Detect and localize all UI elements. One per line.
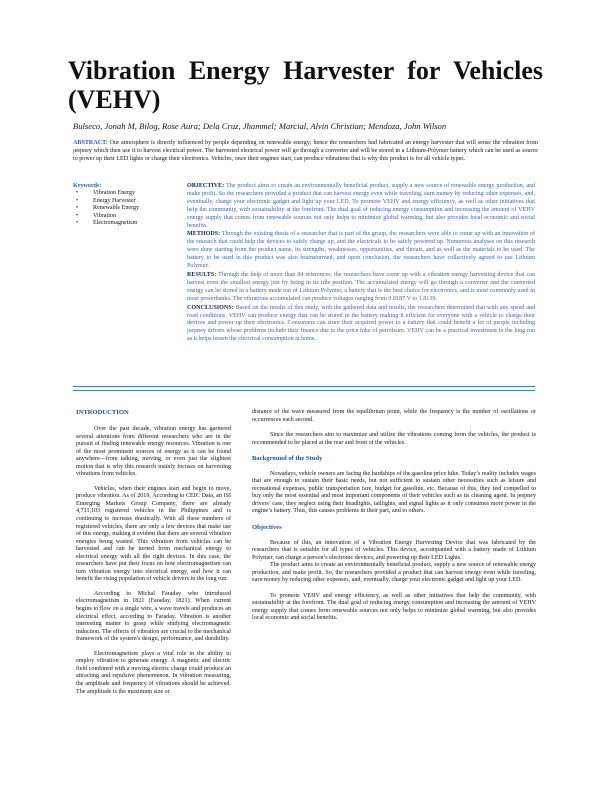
intro-paragraph: Electromagnetism plays a vital role in the ability to employ vibration to generate energy. A magnetic and electric field combined with a moving electric charge could produce an attracting and repulsive phenomenon. In vibration measuring, the amplitude and frequency of vibrations should be achieved. The amplitude is the maximum size or <box>76 650 231 695</box>
keywords-list <box>73 190 193 227</box>
results-text: Through the help of more than 84 references, the researchers have come up with a vibration energy harvesting device that can harvest even the smallest energy just by being in its idle position. The accumulated energy will go through a converter and the converted energy can be stored in a battery made out of Lithium Polymer, a battery that is the best choice for electronics, and is most commonly used in most powerbanks. The vibrations accumulated can produce voltages ranging from 0.0187 V to 1.8139. <box>187 271 535 302</box>
title-line-1: Vibration Energy Harvester for Vehicles <box>68 56 543 85</box>
paragraph-spacer <box>76 584 231 591</box>
intro-paragraph: Over the past decade, vibration energy has garnered several attentions from different researchers who are in the pursuit of finding renewable energy resources. Vibration is one of the most prominent sources of energy as it can be found anywhere—from talking, moving, or even just the slightest motion that is why this research mainly focuses on harvesting vibrations from vehicles. <box>76 426 231 478</box>
keyword-item: • Renewable Energy <box>73 205 193 212</box>
body-paragraph: Since the researchers aim to maximize and utilize the vibrations coming from the vehicles, the product is recommended to be placed at the rear and front of the vehicles. <box>252 432 536 446</box>
section-divider-top <box>73 386 535 387</box>
author-list: Bulseco, Jonah M, Bilog, Rose Aura; Dela Cruz, Jhammel; Marcial, Alvin Christian; Mendoza, John Wilson <box>73 121 447 131</box>
paragraph-spacer <box>252 585 536 593</box>
section-divider-bottom <box>73 390 535 391</box>
background-heading: Background of the Study <box>252 455 323 463</box>
right-column <box>252 409 536 623</box>
conclusions-paragraph <box>187 305 535 345</box>
results-paragraph <box>187 272 535 304</box>
intro-paragraph: Vehicles, when their engines start and begin to move, produce vibration. As of 2019, According to CEIC Data, an ISI Emerging Markets Group Company, there are already 4,711,103 registered vehicles in the Philippines and is continuing to increase drastically. With all these numbers of registered vehicles, there are only a few devices that make use of this energy, making it evident that there are several vibration energies being wasted. This vibration from vehicles can be harvested and can be turned from mechanical energy to electrical energy with all the right devices. In this case, the researchers have put their focus on how electromagnetism can turn vibration energy into electrical energy, and how it can benefit the rising population of vehicle drivers in the long run. <box>76 485 231 583</box>
introduction-heading: INTRODUCTION <box>76 409 129 416</box>
conclusions-text: Based on the results of this study, with the gathered data and results, the researchers determined that with any speed and road conditions, VEHV can produce energy that can be stored in the battery making it efficient for everyone with a vehicle to charge their devices and power up their electronics. Consumers can store their acquired power to a battery that could benefit a lot of people including jeepney drivers whose problems include their finance due to the price hike of petroleum. VEHV can be a practical investment in the long run as it helps lessen the electrical consumption at home. <box>187 304 535 343</box>
abstract-text: Our atmosphere is directly influenced by people depending on renewable energy; hence the researchers had fabricated an energy harvester that will sense the vibration from jeepney which then use it to harvest electrical power. The harvested electrical power will go through a converter and will be stored in a Lithium-Polymer battery which can be used as source to power up their LED lights or charge their electronics. Vehicles, once their engines start, can produce vibrations that is why this product is for all vehicle types. <box>73 140 538 163</box>
keyword-item: • Energy Harvester <box>73 198 193 205</box>
paragraph-spacer <box>252 516 536 524</box>
abstract <box>73 139 538 163</box>
results-label: RESULTS: <box>187 271 217 278</box>
keywords-box <box>73 183 193 227</box>
paragraph-spacer <box>76 479 231 486</box>
paragraph-spacer <box>252 447 536 455</box>
paragraph-spacer <box>252 532 536 540</box>
paragraph-spacer <box>252 463 536 471</box>
keywords-label: Keywords: <box>73 183 102 189</box>
left-column <box>76 426 231 696</box>
objective-label: OBJECTIVE: <box>187 183 225 189</box>
body-paragraph: distance of the wave measured from the equilibrium point, while the frequency is the number of oscillations or occurrences each second. <box>252 409 536 423</box>
title-line-2: (VEHV) <box>68 85 161 114</box>
objective-text: The product aims to create an environmentally beneficial product, supply a new source of renewable energy production, and make profit. So the researchers provided a product that can harvest energy even while traveling, earn money by reducing other expenses, and, eventually, charge your electronic gadget and light up your LED. To promote VEHV and energy efficiency, as well as other initiatives that help the community, with sustainability at the forefront. The dual goal of reducing energy consumption and increasing the amount of VEHV energy supply that comes from renewable sources not only helps to minimize global warming, but also provides local economic and social benefits. <box>187 183 535 229</box>
conclusions-label: CONCLUSIONS: <box>187 304 234 311</box>
keyword-item: • Vibration Energy <box>73 190 193 197</box>
intro-paragraph: According to Michal Faraday who introduced electromagnetism in 1821 (Faraday, 1821). When current begins to flow on a single wire, a wave travels and produces an electrical effect, according to Faraday. Vibration is another interesting matter to grasp while studying electromagnetic induction. The effects of vibration are crucial to the mechanical framework of the system's design, performance, and durability. <box>76 590 231 643</box>
methods-label: METHODS: <box>187 231 221 238</box>
objectives-heading: Objectives <box>252 524 282 532</box>
structured-summary <box>187 183 535 345</box>
abstract-label: ABSTRACT: <box>73 140 108 146</box>
methods-text: Through the existing thesis of a researcher that is part of the group, the researchers were able to come up with an innovation of the research that could help the devices to safely charge up, and the electricals to be safely powered up. Numerous analyses on this research were done starting from the product name, its strengths, weaknesses, opportunities, and threats, and as well as the materials to be used. The battery to be used in this product was also brainstormed, and upon conclusion, the researchers have collectively agreed to use Lithium Polymer. <box>187 231 535 270</box>
body-paragraph: Because of this, an innovation of a Vibration Energy Harvesting Device that was fabricated by the researchers that is suitable for all types of vehicles. This device, accompanied with a battery made of Lithium Polymer, can charge a person’s electronic devices, and powering up their LED Lights. <box>252 539 536 561</box>
paragraph-spacer <box>76 644 231 651</box>
body-paragraph: The product aims to create an environmentally beneficial product, supply a new source of renewable energy production, and make profit. So, the researchers provided a product that can harvest energy even while traveling, earn money by reducing other expenses, and, eventually, charge your electronic gadget and light up your LED. <box>252 562 536 584</box>
objective-paragraph <box>187 183 535 230</box>
keyword-item: • Electromagnetism <box>73 220 193 227</box>
paragraph-spacer <box>252 424 536 432</box>
methods-paragraph <box>187 231 535 271</box>
body-paragraph: Nowadays, vehicle owners are facing the hardships of the gasoline price hike. Today’s reality includes wages that are enough to sustain their basic needs, but not sufficient to sustain other necessities such as leisure and recreational expenses, public transportation fare, budget for gasoline, etc. Because of this, they feel compelled to buy only the most essential and most important components of their vehicles such as its cleaning agent. In jeepney drivers’ case, they neglect using their headlights, taillights, and signal lights as it only consumes more power in the engine’s battery. Thus, this causes problems in their part, and to others. <box>252 470 536 515</box>
keyword-item: • Vibration <box>73 213 193 220</box>
body-paragraph: To promote VEHV and energy efficiency, as well as other initiatives that help the community, with sustainability at the forefront. The dual goal of reducing energy consumption and increasing the amount of VEHV energy supply that comes from renewable sources not only helps to minimize global warming, but also provides local economic and social benefits. <box>252 592 536 622</box>
paper-title <box>68 56 543 114</box>
